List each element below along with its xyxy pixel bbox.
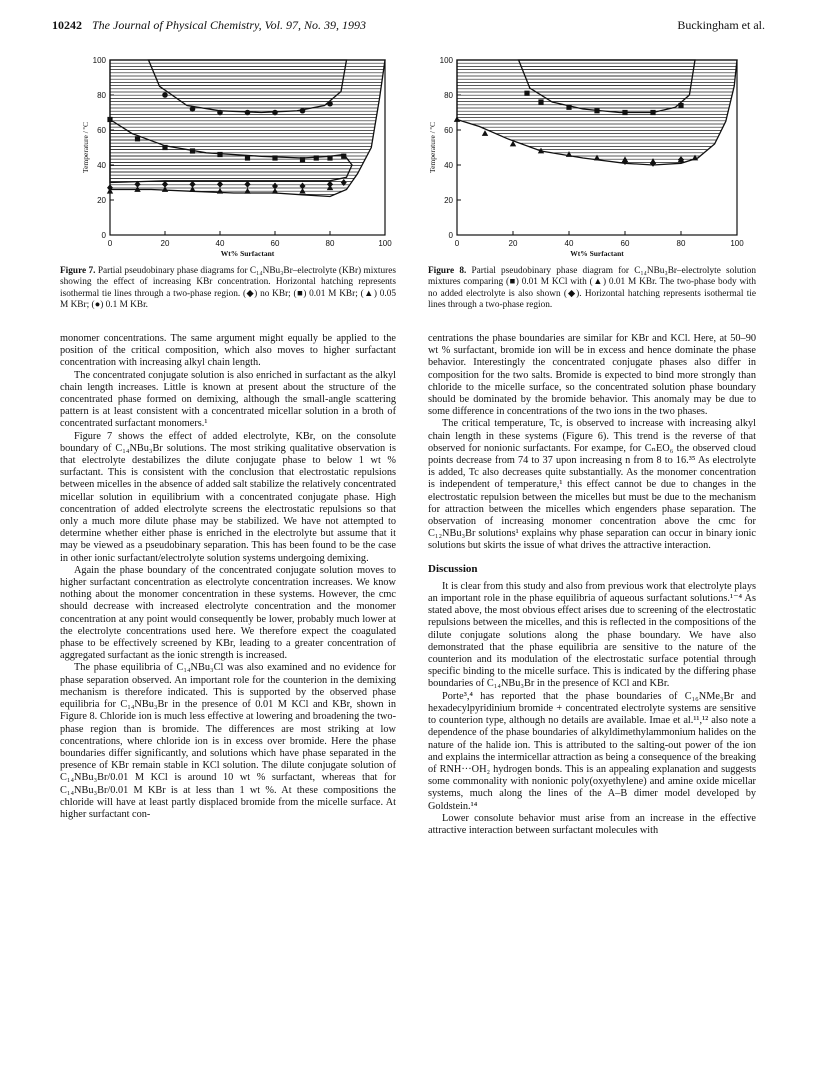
data-point	[594, 155, 600, 161]
data-point	[299, 188, 305, 194]
data-point	[135, 136, 140, 141]
figure-8-caption-label: Figure 8.	[428, 266, 467, 276]
data-point	[594, 108, 599, 113]
figure-7	[52, 46, 402, 264]
data-point	[244, 188, 250, 194]
x-axis-label: Wt% Surfactant	[570, 249, 624, 258]
paragraph: The critical temperature, Tc, is observed to increase with increasing alkyl chain length in these systems (Figure 6). This trend is the reverse of that observed for nonionic surfactants. For exampe, for CₙEO₆ the observed cloud points decrease from 74 to 37 upon increasing n from 8 to 16.³⁵ As electrolyte is added, Tc also decreases quite substantially. As the monomer concentration is independent of temperature,¹ this effect cannot be due to changes in the electrostatic repulsion between the micelles but must be due to the mechanism for attraction between the micelles which engenders phase separation. The observation of increasing monomer concentration above the cmc for C₁₂NBu₃Br solutions¹ explains why phase separation can occur in binary ionic solutions but skirts the issue of what drives the attractive interaction.	[428, 418, 756, 552]
figure-7-caption-text: Partial pseudobinary phase diagrams for C₁₄NBu₃Br–electrolyte (KBr) mixtures showing the effect of increasing KBr concentration. Horizontal hatching represents isothermal tie lines through a two-phase region. (◆) no KBr; (■) 0.01 M KBr; (▲) 0.05 M KBr; (●) 0.1 M KBr.	[60, 266, 397, 311]
paragraph: Figure 7 shows the effect of added electrolyte, KBr, on the consolute boundary of C₁₄NBu₃Br solutions. The most striking qualitative observation is that electrolyte destabilizes the dilute conjugate phase to below 1 wt % surfactant. This is consistent with the conclusion that electrostatic repulsions between micelles in the absence of added salt stabilize the relatively concentrated micellar solution in equilibrium with a concentrated conjugate phase. High concentration of added electrolyte screens the electrostatic repulsions so that only a much more dilute phase may be stabilized. We have not attempted to determine whether either phase is enriched in the electrolyte but assume that it may be viewed as a pseudobinary separation. This has been found to be the case in other ionic surfactant/electrolyte solution systems undergoing demixing.	[60, 430, 396, 564]
plot-area	[81, 56, 392, 258]
data-point	[538, 99, 543, 104]
y-tick-label: 60	[97, 126, 106, 135]
figure-7-caption	[60, 266, 396, 312]
data-point	[650, 160, 656, 167]
y-tick-label: 80	[97, 91, 106, 100]
x-tick-label: 80	[325, 239, 335, 248]
phase-boundary	[110, 120, 352, 183]
paragraph: The phase equilibria of C₁₄NBu₃Cl was also examined and no evidence for phase separation observed. An important role for the counterion in the demixing mechanism is therefore indicated. This is supported by the observed phase equilibria for C₁₄NBu₃Br in the presence of 0.01 M KCl and KBr, shown in Figure 8. Chloride ion is much less effective at lowering and broadening the two-phase region than is bromide. The differences are most striking at low concentrations, where chloride ion is in excess over bromide. Here the phase boundaries differ significantly, and solutions which have phase separated in the presence of KBr remain stable in KCl solution. The dilute conjugate solution of C₁₄NBu₃Br/0.01 M KCl is around 10 wt % surfactant, whereas that for C₁₄NBu₃Br/0.01 M KBr is at less than 1 wt %. At these compositions the chloride will have at least partly displaced bromide from the micelle surface. At higher surfactant con-	[60, 662, 396, 820]
left-column	[60, 333, 396, 821]
y-tick-label: 100	[439, 56, 453, 65]
y-tick-label: 0	[448, 231, 453, 240]
x-tick-label: 40	[564, 239, 574, 248]
data-point	[314, 155, 319, 160]
right-column	[428, 333, 756, 837]
figure-8-caption-text: Partial pseudobinary phase diagram for C₁₄NBu₃Br–electrolyte solution mixtures comparing (■) 0.01 M KCl with (▲) 0.01 M KBr. The two-phase body with no added electrolyte is also shown (◆). Horizontal hatching represents isothermal tie lines through a two-phase region.	[428, 266, 757, 311]
x-axis-label: Wt% Surfactant	[220, 249, 275, 258]
data-point	[341, 154, 346, 159]
paragraph: monomer concentrations. The same argument might equally be applied to the position of the critical composition, which also moves to higher surfactant concentration with increasing alkyl chain length.	[60, 333, 396, 369]
data-point	[107, 188, 113, 194]
x-tick-label: 0	[107, 239, 113, 248]
paragraph: centrations the phase boundaries are similar for KBr and KCl. Here, at 50–90 wt % surfactant, bromide ion will be in excess and hence dominate the phase behavior. Interestingly the concentrated conjugate phases also differ in composition for the two salts. Bromide is expected to bind more strongly than chloride to the micelle surface, so the concentrated solution phase boundary should be dominated by the bromide behavior. This anomaly may be due to some difference in concentrations of the two ions in the two phases.	[428, 333, 756, 418]
data-point	[650, 110, 655, 115]
x-tick-label: 60	[270, 239, 280, 248]
x-tick-label: 40	[215, 239, 225, 248]
series-2	[622, 156, 684, 167]
paragraph: Lower consolute behavior must arise from an increase in the effective attractive interaction between surfactant molecules with	[428, 812, 756, 836]
x-tick-label: 100	[378, 239, 392, 248]
figure-8	[420, 46, 765, 264]
y-axis-label: Temperature / ºC	[428, 122, 437, 173]
paragraph: It is clear from this study and also from previous work that electrolyte plays an important role in the phase equilibria of aqueous surfactant solutions.¹⁻⁴ As stated above, the most obvious effect arises due to screening of the electrostatic repulsions between the micelles, and this is reflected in the compositions of the dilute conjugate solutions along the phase boundary. We have also demonstrated that the phase equilibria are sensitive to the nature of the counterion and its modulation of the electrostatic surface potential through specific binding to the micelle surface. This is indicated by the differing phase boundaries of C₁₄NBu₃Br in the presence of KCl and KBr.	[428, 580, 756, 690]
x-tick-label: 20	[508, 239, 518, 248]
data-point	[327, 101, 333, 107]
data-point	[300, 157, 305, 162]
data-point	[566, 151, 572, 157]
data-point	[245, 155, 250, 160]
page-header	[52, 18, 765, 38]
data-point	[327, 184, 333, 190]
phase-boundary	[110, 60, 385, 197]
data-point	[678, 103, 683, 108]
data-point	[217, 110, 223, 116]
journal-citation: The Journal of Physical Chemistry, Vol. 97, No. 39, 1993	[92, 18, 366, 32]
y-tick-label: 0	[101, 231, 106, 240]
data-point	[272, 155, 277, 160]
data-point	[524, 91, 529, 96]
x-tick-label: 80	[676, 239, 686, 248]
data-point	[272, 188, 278, 194]
data-point	[162, 186, 168, 192]
running-head	[52, 18, 366, 33]
x-tick-label: 0	[454, 239, 460, 248]
x-tick-label: 100	[730, 239, 744, 248]
data-point	[245, 110, 251, 116]
figure-7-caption-label: Figure 7.	[60, 266, 96, 276]
paragraph: The concentrated conjugate solution is also enriched in surfactant as the alkyl chain length increases. Little is known at present about the structure of the concentrated phase formed on demixing, although the small-angle scattering pattern is at least consistent with a concentrated micellar solution in a broth of concentrated surfactant monomers.¹	[60, 369, 396, 430]
figure-7-plot	[52, 46, 402, 264]
figure-8-caption	[428, 266, 756, 312]
y-tick-label: 20	[97, 196, 106, 205]
data-point	[190, 148, 195, 153]
data-point	[189, 186, 195, 192]
plot-frame	[457, 60, 737, 235]
plot-frame	[110, 60, 385, 235]
paragraph: Porte³,⁴ has reported that the phase boundaries of C₁₆NMe₃Br and hexadecylpyridinium bromide + concentrated electrolyte systems are sensitive to counterion type, although no details are available. Imae et al.¹¹,¹² also note a dependence of the phase boundaries of alkyldimethylammonium halides on the nature of the halide ion. This is attributed to the salting-out power of the ion and explains the intermicellar attraction as being a consequence of the breaking of RNH···OH₂ hydrogen bonds. This is an appealing explanation and suggests some commonality with nonionic poly(oxyethylene) and amine oxide micellar systems, much along the lines of the A–B dimer model developed by Goldstein.¹⁴	[428, 690, 756, 812]
x-tick-label: 20	[160, 239, 170, 248]
page-number: 10242	[52, 18, 82, 32]
data-point	[217, 152, 222, 157]
y-axis-label: Temperature / ºC	[81, 122, 90, 173]
data-point	[622, 110, 627, 115]
y-tick-label: 40	[97, 161, 106, 170]
data-point	[482, 130, 488, 136]
y-tick-label: 60	[444, 126, 453, 135]
data-point	[272, 110, 278, 116]
data-point	[217, 188, 223, 194]
data-point	[327, 155, 332, 160]
data-point	[300, 108, 306, 114]
figure-8-plot	[420, 46, 765, 264]
data-point	[107, 117, 112, 122]
data-point	[454, 116, 460, 122]
series-3	[162, 92, 333, 115]
data-point	[190, 106, 196, 112]
discussion-heading: Discussion	[428, 562, 478, 575]
x-tick-label: 60	[620, 239, 630, 248]
data-point	[566, 105, 571, 110]
data-point	[162, 92, 168, 98]
y-tick-label: 80	[444, 91, 453, 100]
y-tick-label: 40	[444, 161, 453, 170]
paragraph: Again the phase boundary of the concentrated conjugate solution moves to higher surfactant concentration as electrolyte concentration increases. We know nothing about the monomer concentration in these systems. However, the cmc should decrease with increased electrolyte concentration and the monomer concentration at any point would consequently be lower, probably much lower at the electrolyte concentrations used here. We therefore expect the coagulated phase to be effectively screened by KBr, leading to a greater concentration of aggregated surfactant as the ionic strength is increased.	[60, 564, 396, 662]
y-tick-label: 100	[92, 56, 106, 65]
data-point	[162, 145, 167, 150]
authors: Buckingham et al.	[677, 18, 765, 32]
y-tick-label: 20	[444, 196, 453, 205]
plot-area	[428, 56, 744, 258]
